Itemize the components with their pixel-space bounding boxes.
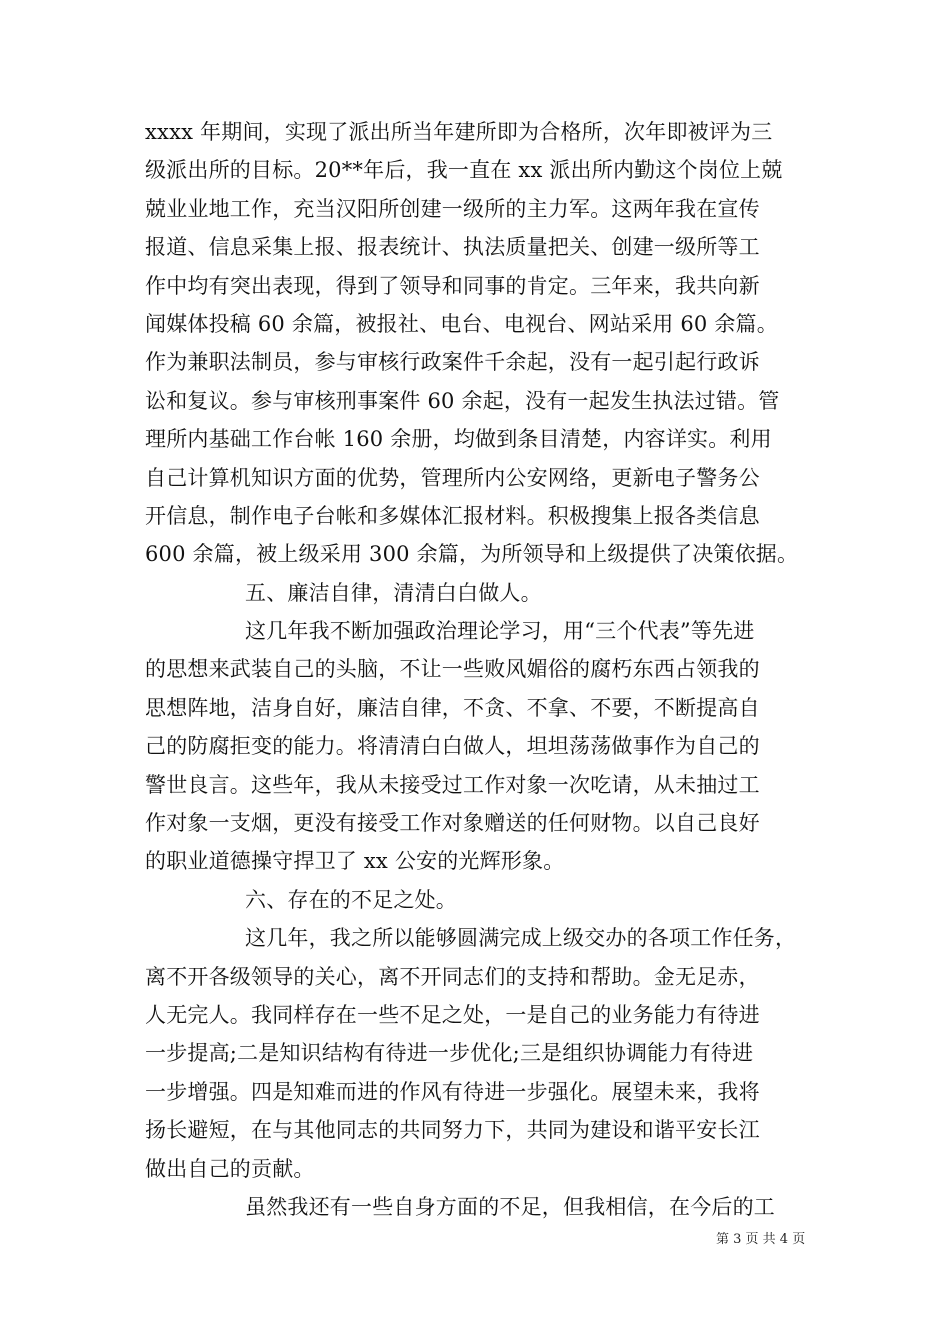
text-line: 作对象一支烟，更没有接受工作对象赠送的任何财物。以自己良好	[145, 811, 760, 836]
text-line: 一步提高;二是知识结构有待进一步优化;三是组织协调能力有待进	[145, 1041, 754, 1066]
paragraph-start: 虽然我还有一些自身方面的不足，但我相信，在今后的工	[245, 1194, 775, 1219]
text-line: 一步增强。四是知难而进的作风有待进一步强化。展望未来，我将	[145, 1079, 760, 1104]
text-line: 作中均有突出表现，得到了领导和同事的肯定。三年来，我共向新	[145, 273, 760, 298]
text-line: 理所内基础工作台帐 160 余册，均做到条目清楚，内容详实。利用	[145, 427, 772, 452]
text-line: 600 余篇，被上级采用 300 余篇，为所领导和上级提供了决策依据。	[145, 542, 799, 567]
paragraph-start: 这几年，我之所以能够圆满完成上级交办的各项工作任务，	[245, 926, 797, 951]
text-line: 级派出所的目标。20**年后，我一直在 xx 派出所内勤这个岗位上兢	[145, 158, 783, 183]
text-line: 警世良言。这些年，我从未接受过工作对象一次吃请，从未抽过工	[145, 772, 760, 797]
text-line: 讼和复议。参与审核刑事案件 60 余起，没有一起发生执法过错。管	[145, 388, 780, 413]
text-line: 闻媒体投稿 60 余篇，被报社、电台、电视台、网站采用 60 余篇。	[145, 311, 778, 336]
text-line: 兢业业地工作，充当汉阳所创建一级所的主力军。这两年我在宣传	[145, 196, 760, 221]
text-line: 自己计算机知识方面的优势，管理所内公安网络，更新电子警务公	[145, 465, 760, 490]
body-text	[145, 113, 810, 1226]
text-line: xxxx 年期间，实现了派出所当年建所即为合格所，次年即被评为三	[145, 120, 773, 144]
section-heading: 五、廉洁自律，清清白白做人。	[245, 580, 542, 605]
paragraph-start: 这几年我不断加强政治理论学习，用“三个代表”等先进	[245, 619, 755, 644]
page-number: 第 3 页 共 4 页	[716, 1232, 806, 1247]
text-line: 做出自己的贡献。	[145, 1156, 315, 1181]
text-line: 作为兼职法制员，参与审核行政案件千余起，没有一起引起行政诉	[145, 350, 760, 375]
text-line: 的思想来武装自己的头脑，不让一些败风媚俗的腐朽东西占领我的	[145, 657, 760, 682]
text-line: 人无完人。我同样存在一些不足之处，一是自己的业务能力有待进	[145, 1002, 760, 1027]
text-line: 思想阵地，洁身自好，廉洁自律，不贪、不拿、不要，不断提高自	[145, 695, 760, 720]
text-line: 离不开各级领导的关心，离不开同志们的支持和帮助。金无足赤，	[145, 964, 760, 989]
text-line: 扬长避短，在与其他同志的共同努力下，共同为建设和谐平安长江	[145, 1118, 760, 1143]
text-line: 报道、信息采集上报、报表统计、执法质量把关、创建一级所等工	[145, 235, 760, 260]
section-heading: 六、存在的不足之处。	[245, 887, 457, 912]
text-line: 己的防腐拒变的能力。将清清白白做人，坦坦荡荡做事作为自己的	[145, 734, 760, 759]
text-line: 开信息，制作电子台帐和多媒体汇报材料。积极搜集上报各类信息	[145, 503, 760, 528]
text-line: 的职业道德操守捍卫了 xx 公安的光辉形象。	[145, 849, 565, 874]
